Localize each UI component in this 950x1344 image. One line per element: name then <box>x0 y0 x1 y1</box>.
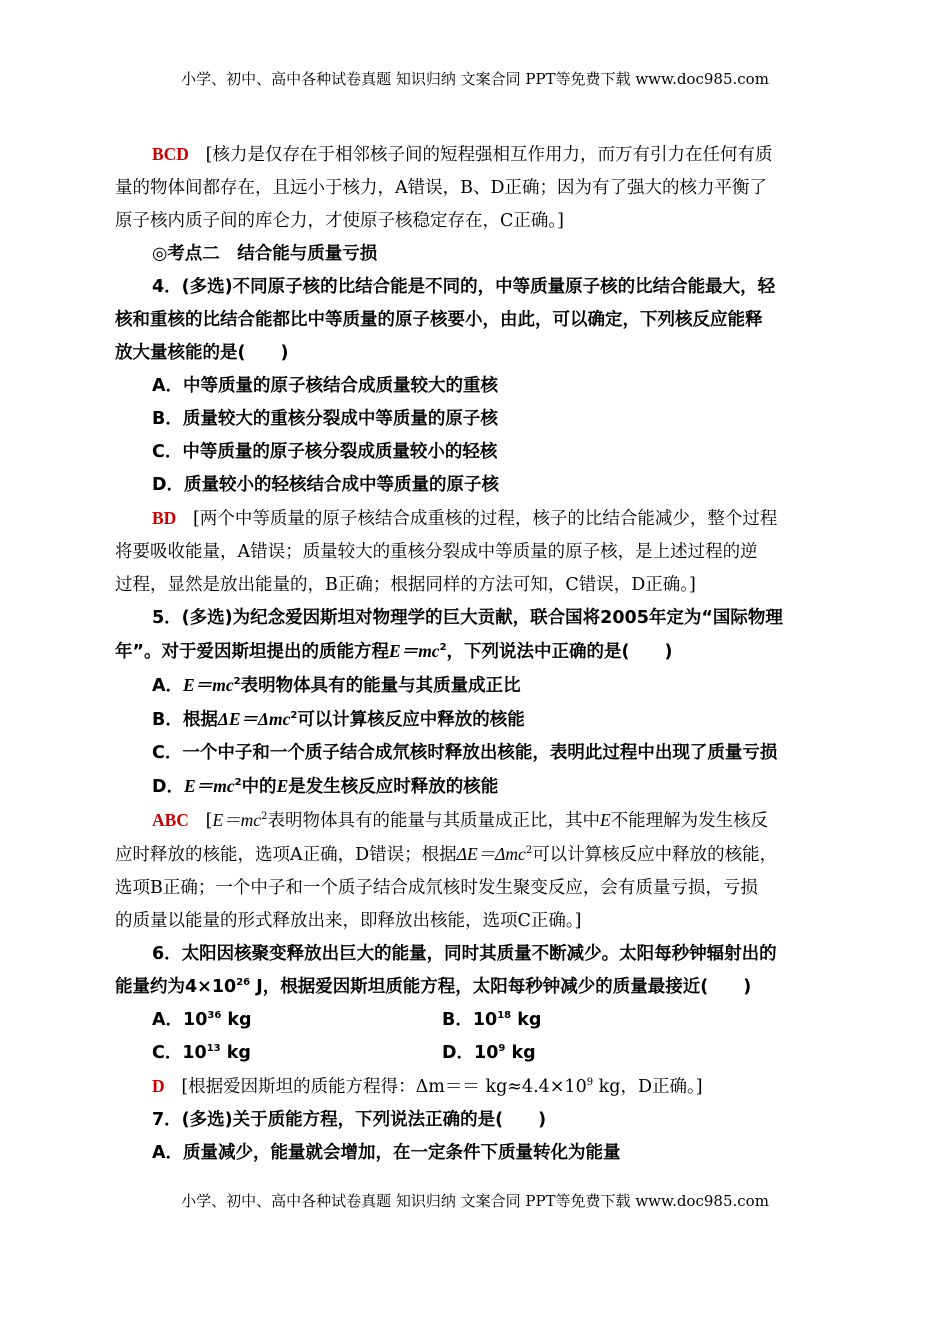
answer-text: 可以计算核反应中释放的核能， <box>532 845 778 865</box>
formula: E <box>599 810 611 830</box>
exponent: 2 <box>261 811 268 823</box>
option-text: B．10 <box>442 1010 498 1030</box>
exponent: 36 <box>207 1010 222 1022</box>
q6-option-d <box>442 1037 536 1070</box>
option-text: B．根据 <box>152 710 218 730</box>
q6-stem: 6．太阳因核聚变释放出巨大的能量，同时其质量不断减少。太阳每秒钟辐射出的 <box>152 944 777 964</box>
answer-text: [ <box>205 811 213 831</box>
formula: E＝mc <box>212 810 262 830</box>
q4-answer-line <box>115 502 840 536</box>
q4-answer-line: 过程，显然是放出能量的，B正确；根据同样的方法可知，C错误，D正确。] <box>115 575 696 595</box>
q5-answer-line: 的质量以能量的形式释放出来，即释放出核能，选项C正确。] <box>115 911 582 931</box>
option-text: A．10 <box>152 1010 208 1030</box>
q6-answer-line <box>115 1070 840 1104</box>
option-text: 表明物体具有的能量与其质量成正比 <box>240 676 521 696</box>
option-text: 是发生核反应时释放的核能 <box>288 777 499 797</box>
option-label: D． <box>152 777 185 797</box>
answer-letters: D <box>152 1076 165 1096</box>
exponent: 9 <box>498 1043 506 1055</box>
exponent: 18 <box>497 1010 512 1022</box>
formula: ΔE＝Δmc <box>217 709 291 729</box>
answer-letters: BD <box>152 508 177 528</box>
option-text: 中的 <box>241 777 277 797</box>
q4-stem: 4．(多选)不同原子核的比结合能是不同的，中等质量原子核的比结合能最大，轻 <box>152 277 776 297</box>
exponent: 2 <box>525 845 533 857</box>
q4-answer-line: 将要吸收能量，A错误；质量较大的重核分裂成中等质量的原子核，是上述过程的逆 <box>115 542 758 562</box>
q4-option-d: D．质量较小的轻核结合成中等质量的原子核 <box>152 475 500 495</box>
answer-text: 不能理解为发生核反 <box>610 811 769 831</box>
q4-option-c: C．中等质量的原子核分裂成质量较小的轻核 <box>152 442 498 462</box>
answer-text: 表明物体具有的能量与其质量成正比，其中 <box>267 811 600 831</box>
option-unit: kg <box>511 1010 542 1030</box>
page-footer: 小学、初中、高中各种试卷真题 知识归纳 文案合同 PPT等免费下载 www.doc985.com <box>181 1192 769 1210</box>
exponent: 9 <box>586 1077 594 1089</box>
formula: E＝mc <box>184 776 235 796</box>
option-unit: kg <box>220 1043 251 1063</box>
option-unit: kg <box>505 1043 536 1063</box>
q5-option-d <box>115 770 840 804</box>
q5-option-b <box>115 703 840 737</box>
q7-option-a: A．质量减少，能量就会增加，在一定条件下质量转化为能量 <box>152 1143 621 1163</box>
q4-stem: 放大量核能的是( ) <box>115 343 289 363</box>
q5-stem <box>115 635 840 669</box>
q4-stem: 核和重核的比结合能都比中等质量的原子核要小，由此，可以确定，下列核反应能释 <box>115 310 763 330</box>
q5-answer-line <box>115 804 840 838</box>
answer-letters: ABC <box>152 810 189 830</box>
exponent: 26 <box>236 977 251 989</box>
answer-text: [根据爱因斯坦的质能方程得：Δm＝＝ kg≈4.4×10 <box>181 1077 587 1097</box>
q6-options-row <box>115 1037 840 1070</box>
q4-option-a: A．中等质量的原子核结合成质量较大的重核 <box>152 376 499 396</box>
exponent: 2 <box>290 710 298 722</box>
section-heading: ◎考点二 结合能与质量亏损 <box>152 244 378 264</box>
q3-answer-line <box>115 138 840 172</box>
q6-option-b <box>442 1004 541 1037</box>
q4-option-b: B．质量较大的重核分裂成中等质量的原子核 <box>152 409 498 429</box>
q6-stem <box>115 971 840 1004</box>
q6-text: J，根据爱因斯坦质能方程，太阳每秒钟减少的质量最接近( ) <box>250 977 752 997</box>
document-body <box>115 138 840 1170</box>
q6-options-row <box>115 1004 840 1037</box>
exponent: 13 <box>206 1043 221 1055</box>
option-text: D．10 <box>442 1043 499 1063</box>
q6-option-a <box>152 1004 442 1037</box>
q3-answer-line: 量的物体间都存在，且远小于核力，A错误，B、D正确；因为有了强大的核力平衡了 <box>115 178 768 198</box>
exponent: 2 <box>439 642 447 654</box>
q5-answer-line: 选项B正确；一个中子和一个质子结合成氘核时发生聚变反应，会有质量亏损，亏损 <box>115 878 758 898</box>
formula: E <box>276 776 289 796</box>
formula: ΔE＝Δmc <box>456 844 526 864</box>
q5-stem: 5．(多选)为纪念爱因斯坦对物理学的巨大贡献，联合国将2005年定为“国际物理 <box>152 608 783 628</box>
q5-answer-line <box>115 838 840 872</box>
q5-option-a <box>115 669 840 703</box>
option-unit: kg <box>221 1010 252 1030</box>
answer-text: kg，D正确。] <box>593 1077 703 1097</box>
q5-option-c: C．一个中子和一个质子结合成氘核时释放出核能，表明此过程中出现了质量亏损 <box>152 743 778 763</box>
q5-text: ，下列说法中正确的是( ) <box>446 642 673 662</box>
option-text: 可以计算核反应中释放的核能 <box>297 710 525 730</box>
q7-stem: 7．(多选)关于质能方程，下列说法正确的是( ) <box>152 1110 547 1130</box>
option-label: A． <box>152 676 184 696</box>
formula: E＝mc <box>389 641 440 661</box>
q6-text: 能量约为4×10 <box>115 977 237 997</box>
exponent: 2 <box>233 676 241 688</box>
exponent: 2 <box>234 777 242 789</box>
page-header: 小学、初中、高中各种试卷真题 知识归纳 文案合同 PPT等免费下载 www.doc985.com <box>181 70 769 88</box>
formula: E＝mc <box>183 675 234 695</box>
answer-text: [两个中等质量的原子核结合成重核的过程，核子的比结合能减少，整个过程 <box>193 509 778 529</box>
answer-text: 应时释放的核能，选项A正确，D错误；根据 <box>115 845 457 865</box>
answer-letters: BCD <box>152 144 189 164</box>
option-text: C．10 <box>152 1043 207 1063</box>
q5-text: 年”。对于爱因斯坦提出的质能方程 <box>115 642 390 662</box>
q3-answer-line: 原子核内质子间的库仑力，才使原子核稳定存在，C正确。] <box>115 211 564 231</box>
q6-option-c <box>152 1037 442 1070</box>
answer-text: [核力是仅存在于相邻核子间的短程强相互作用力，而万有引力在任何有质 <box>205 145 773 165</box>
